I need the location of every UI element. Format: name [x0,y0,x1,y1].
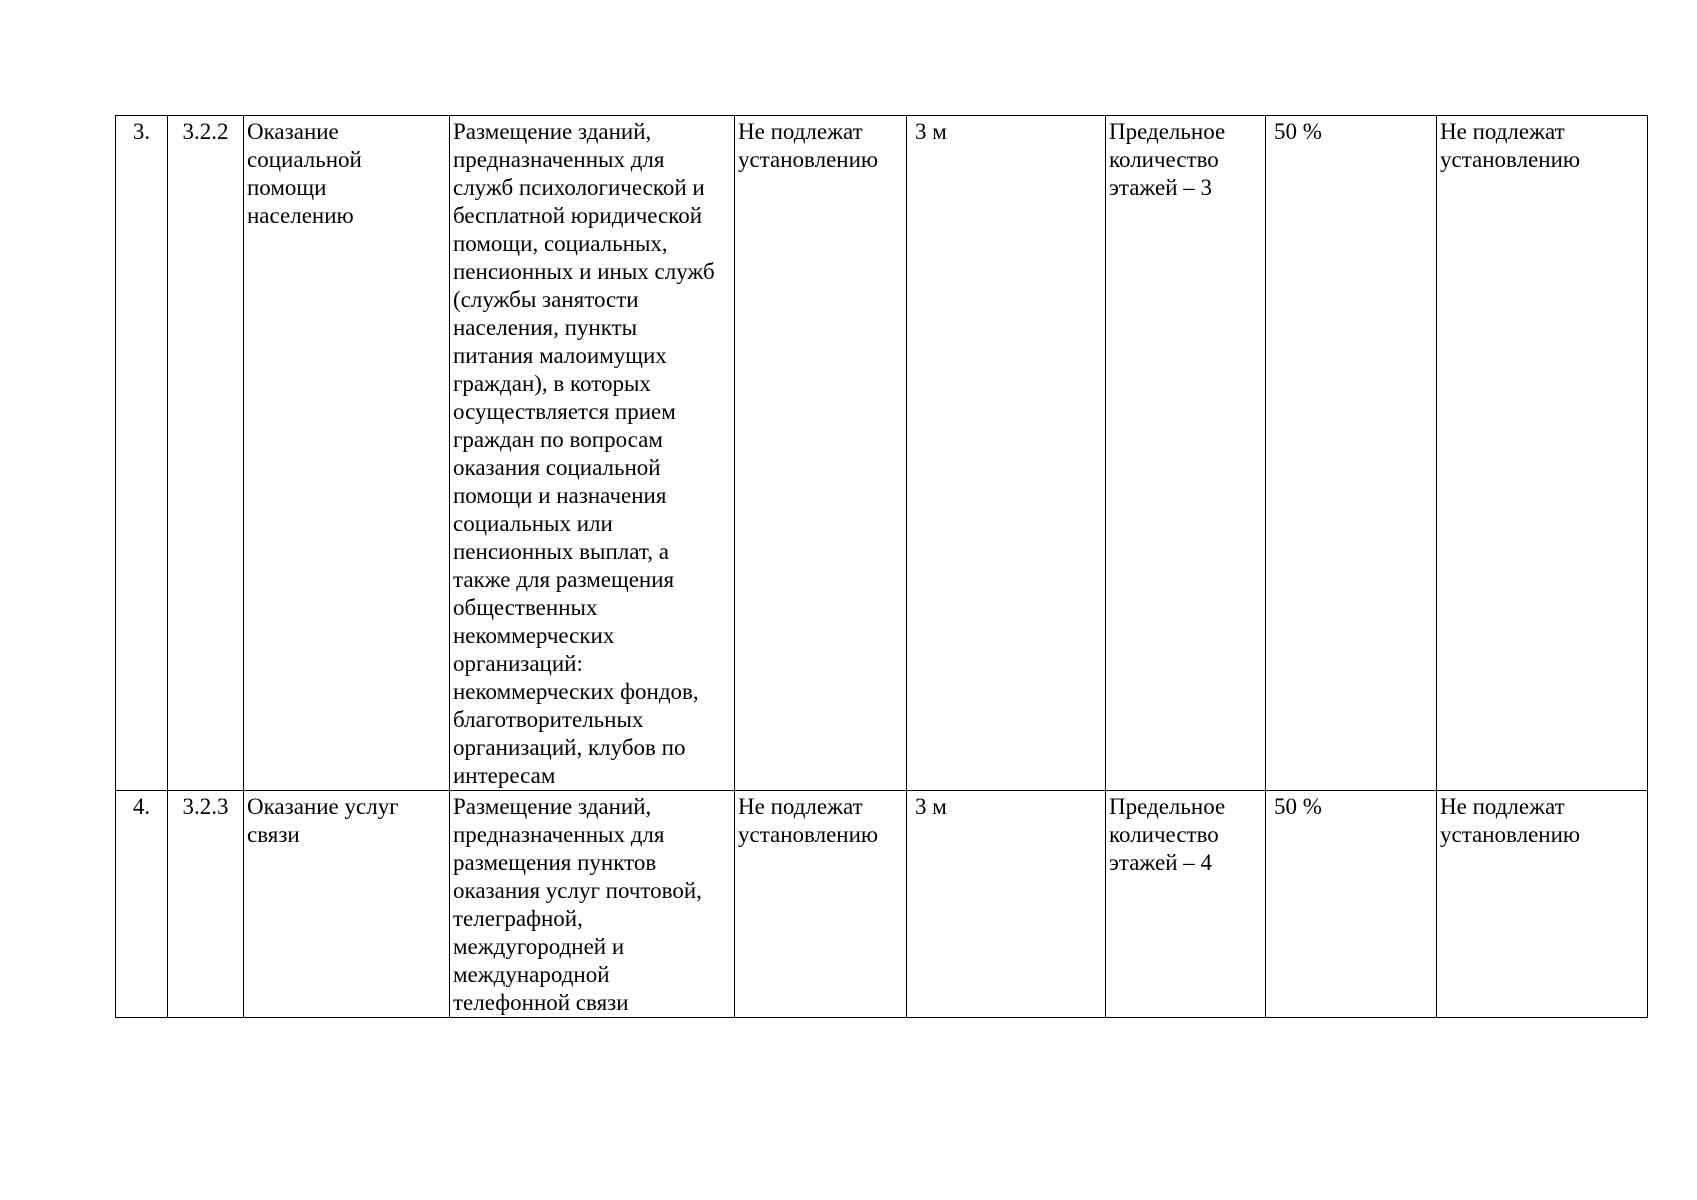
coverage-value: 50 % [1274,794,1322,819]
floors-cell [1106,791,1266,1018]
row-number-cell [116,116,168,791]
name-cell [244,116,450,791]
coverage-cell [1266,116,1437,791]
other-value: Не подлежат установлению [1440,794,1581,847]
use-description: Размещение зданий, предназначенных для служб психологической и бесплатной юридической помощи, социальных, пенсионных и иных служб (службы занятости населения, пункты питания малоимущих граждан), в которых осуществляется прием граждан по вопросам оказания социальной помощи и назначения социальных или пенсионных выплат, а также для размещения общественных некоммерческих организаций: некоммерческих фондов, благотворительных организаций, клубов по интересам [453,119,715,788]
use-code: 3.2.2 [182,119,229,144]
coverage-cell [1266,791,1437,1018]
code-cell [168,116,244,791]
use-name: Оказание услуг связи [247,794,399,847]
row-number: 4. [132,794,151,819]
coverage-value: 50 % [1274,119,1322,144]
other-value: Не подлежат установлению [1440,119,1581,172]
other-cell [1437,116,1648,791]
table-row [116,116,1648,791]
plot-size-cell [735,791,907,1018]
row-number: 3. [132,119,151,144]
code-cell [168,791,244,1018]
regulations-table [115,115,1648,1018]
setback-value: 3 м [915,119,947,144]
row-number-cell [116,791,168,1018]
description-cell [450,116,735,791]
use-name: Оказание социальной помощи населению [247,119,362,228]
plot-size-value: Не подлежат установлению [738,794,879,847]
floors-value: Предельное количество этажей – 4 [1109,794,1226,875]
name-cell [244,791,450,1018]
other-cell [1437,791,1648,1018]
use-code: 3.2.3 [182,794,229,819]
description-cell [450,791,735,1018]
table-row [116,791,1648,1018]
setback-value: 3 м [915,794,947,819]
setback-cell [907,791,1106,1018]
floors-cell [1106,116,1266,791]
use-description: Размещение зданий, предназначенных для размещения пунктов оказания услуг почтовой, телеграфной, междугородней и международной телефонной связи [453,794,702,1015]
plot-size-value: Не подлежат установлению [738,119,879,172]
plot-size-cell [735,116,907,791]
floors-value: Предельное количество этажей – 3 [1109,119,1226,200]
setback-cell [907,116,1106,791]
